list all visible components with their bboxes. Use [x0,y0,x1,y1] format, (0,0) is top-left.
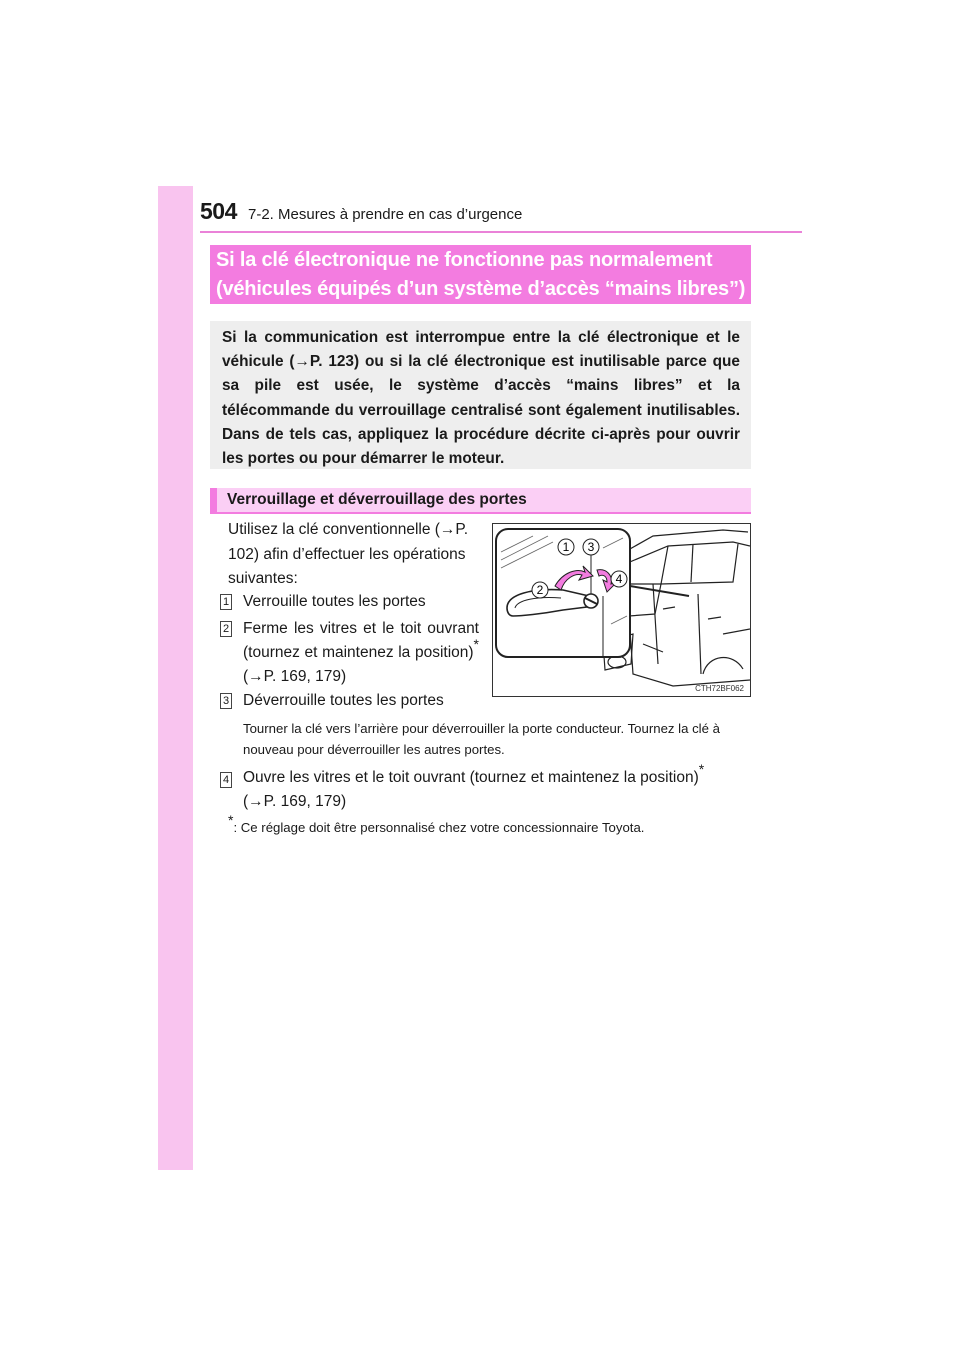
step-4-text: Ouvre les vitres et le toit ouvrant (tournez et maintenez la position) [243,769,699,786]
section-title [210,245,751,304]
subsection-rule [210,512,751,514]
footnote-text: : Ce réglage doit être personnalisé chez votre concessionnaire Toyota. [233,820,645,835]
step-2-block [243,617,479,689]
step-4-page-ref: (→P. 169, 179) [243,793,347,810]
step-1-number: 1 [220,594,232,610]
step-2-page-ref: (→P. 169, 179) [243,668,347,685]
section-title-line-2: (véhicules équipés d’un système d’accès “mains libres”) [216,278,746,300]
intro-box [210,321,751,469]
instruction-paragraph: Utilisez la clé conventionnelle (→P. 102) afin d’effectuer les opérations suivantes: [228,521,469,587]
step-3-number: 3 [220,693,232,709]
side-color-band [158,186,193,1170]
subsection-header-bar [210,488,217,513]
subsection-header [210,488,751,513]
step-2-text: Ferme les vitres et le toit ouvrant (tournez et maintenez la position) [243,620,479,661]
page-number: 504 [200,198,237,224]
step-3-note: Tourner la clé vers l’arrière pour déverrouiller la porte conducteur. Tournez la clé à nouveau pour déverrouiller les autres portes. [243,721,720,757]
footnote [228,811,758,838]
car-door-drawing [493,524,750,696]
step-4-number: 4 [220,772,232,788]
chapter-header: 7-2. Mesures à prendre en cas d’urgence [248,206,523,223]
door-key-illustration [492,523,751,697]
step-3-text: Déverrouille toutes les portes [243,692,444,709]
step-1-text: Verrouille toutes les portes [243,593,426,610]
asterisk-mark: * [473,635,479,652]
step-2-number: 2 [220,621,232,637]
asterisk-mark: * [698,760,705,777]
intro-text: Si la communication est interrompue entre la clé électronique et le véhicule (→P. 123) ou si la clé électronique est inutilisable parce que sa pile est usée, le système d’accès “mains libres” et la télécommande du verrouillage centralisé sont également inutilisables. Dans de tels cas, appliquez la procédure décrite ci-après pour ouvrir les portes ou pour démarrer le moteur. [222,329,740,468]
header-rule [200,231,802,233]
footnote-mark: * [228,811,234,828]
callout-2: 2 [536,583,544,597]
callout-1: 1 [562,540,570,554]
callout-3: 3 [587,540,595,554]
section-title-line-1: Si la clé électronique ne fonctionne pas normalement [216,249,713,271]
callout-4: 4 [615,572,623,586]
step-4-block [243,760,758,814]
figure-code: CTH72BF062 [695,684,744,693]
subsection-title: Verrouillage et déverrouillage des portes [227,491,527,508]
